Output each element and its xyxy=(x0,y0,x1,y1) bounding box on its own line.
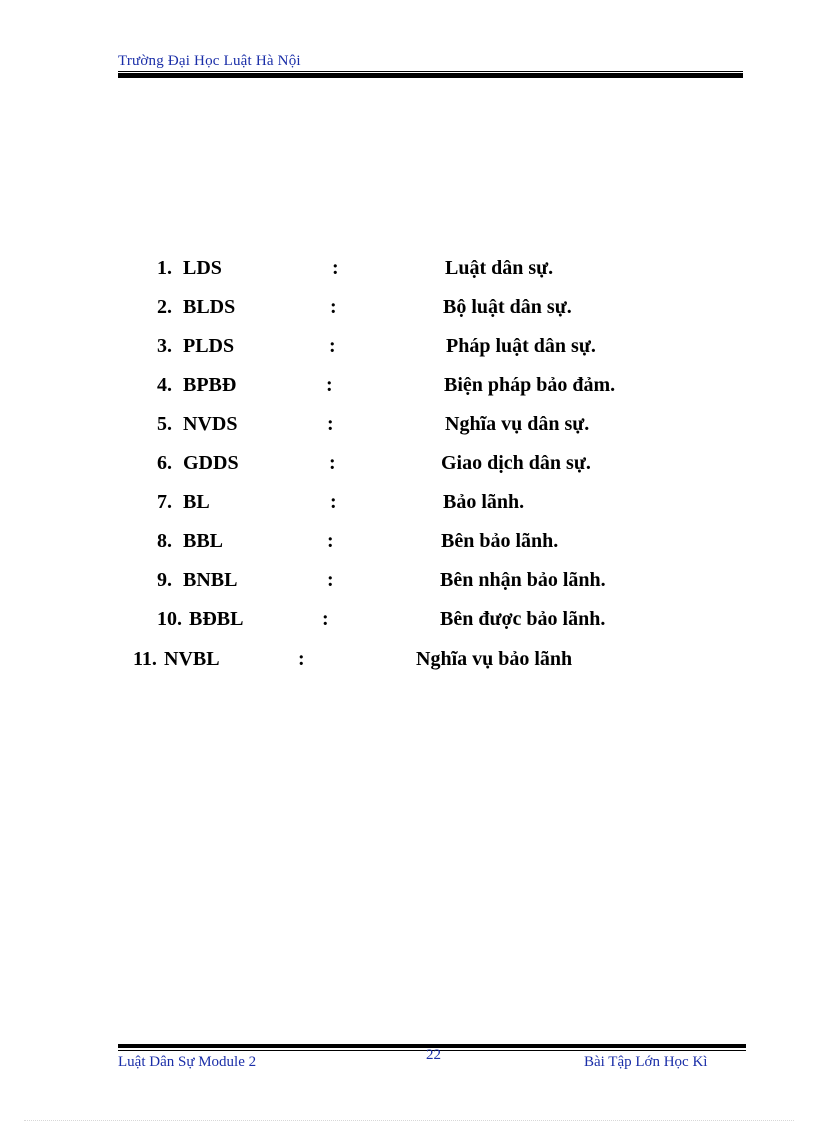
item-meaning: Bên được bảo lãnh. xyxy=(440,608,606,630)
item-meaning: Pháp luật dân sự. xyxy=(446,335,596,357)
header-rule-thick xyxy=(118,73,743,78)
item-meaning: Bộ luật dân sự. xyxy=(443,296,572,318)
item-separator: : xyxy=(330,491,337,513)
item-number: 2. xyxy=(157,296,172,318)
item-separator: : xyxy=(332,257,339,279)
item-separator: : xyxy=(330,296,337,318)
item-number: 3. xyxy=(157,335,172,357)
item-number: 6. xyxy=(157,452,172,474)
item-number: 9. xyxy=(157,569,172,591)
item-abbreviation: GDDS xyxy=(183,452,239,474)
header-title: Trường Đại Học Luật Hà Nội xyxy=(118,53,301,69)
item-meaning: Bên bảo lãnh. xyxy=(441,530,559,552)
page-edge-divider xyxy=(24,1120,794,1121)
item-separator: : xyxy=(327,530,334,552)
item-abbreviation: BLDS xyxy=(183,296,236,318)
item-abbreviation: PLDS xyxy=(183,335,235,357)
item-number: 5. xyxy=(157,413,172,435)
item-separator: : xyxy=(326,374,333,396)
item-abbreviation: NVBL xyxy=(164,648,220,670)
item-number: 4. xyxy=(157,374,172,396)
item-meaning: Nghĩa vụ dân sự. xyxy=(445,413,590,435)
page-number: 22 xyxy=(426,1047,441,1063)
item-number: 7. xyxy=(157,491,172,513)
item-separator: : xyxy=(329,335,336,357)
item-meaning: Giao dịch dân sự. xyxy=(441,452,591,474)
item-separator: : xyxy=(327,569,334,591)
item-abbreviation: BNBL xyxy=(183,569,238,591)
item-number: 1. xyxy=(157,257,172,279)
item-meaning: Bên nhận bảo lãnh. xyxy=(440,569,606,591)
item-number: 10. xyxy=(157,608,182,630)
item-meaning: Luật dân sự. xyxy=(445,257,554,279)
item-separator: : xyxy=(298,648,305,670)
item-separator: : xyxy=(329,452,336,474)
item-abbreviation: NVDS xyxy=(183,413,238,435)
footer-course: Luật Dân Sự Module 2 xyxy=(118,1054,257,1070)
header-rule xyxy=(118,71,743,72)
item-meaning: Bảo lãnh. xyxy=(443,491,525,513)
item-number: 11. xyxy=(133,648,157,670)
item-meaning: Biện pháp bảo đảm. xyxy=(444,374,616,396)
item-meaning: Nghĩa vụ bảo lãnh xyxy=(416,648,573,670)
footer-assignment: Bài Tập Lớn Học Kì xyxy=(584,1054,708,1070)
item-abbreviation: BBL xyxy=(183,530,224,552)
item-separator: : xyxy=(327,413,334,435)
item-abbreviation: BĐBL xyxy=(189,608,244,630)
item-abbreviation: BPBĐ xyxy=(183,374,237,396)
item-separator: : xyxy=(322,608,329,630)
item-abbreviation: BL xyxy=(183,491,210,513)
item-abbreviation: LDS xyxy=(183,257,222,279)
item-number: 8. xyxy=(157,530,172,552)
